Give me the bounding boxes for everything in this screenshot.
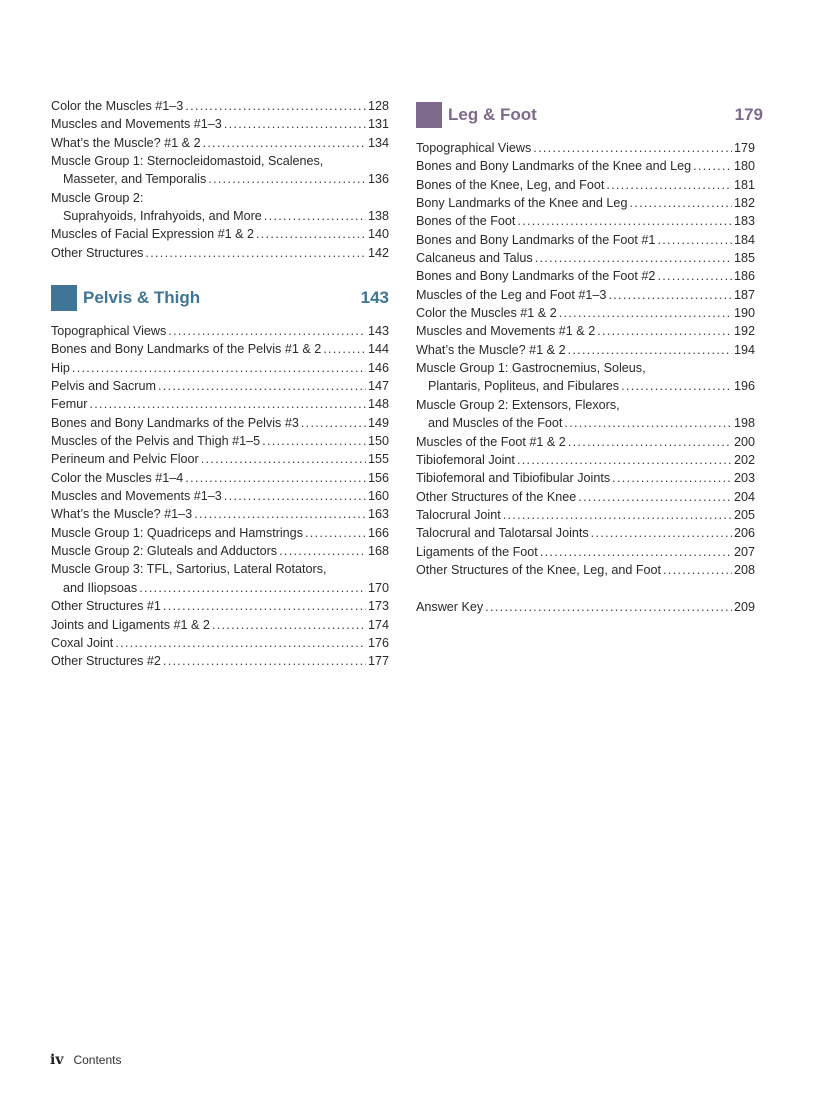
toc-entry[interactable] [51,414,389,432]
leader-dots [305,524,366,542]
toc-entry[interactable] [51,469,389,487]
toc-entry-title: Muscle Group 2: Gluteals and Adductors [51,544,278,559]
toc-entry[interactable] [416,176,755,194]
leader-dots [224,115,366,133]
toc-entry-page: 203 [733,471,755,486]
leader-dots [201,450,366,468]
leader-dots [612,469,732,487]
toc-entry-title: Other Structures #2 [51,654,161,669]
leader-dots [568,433,732,451]
toc-entry[interactable] [51,524,389,542]
toc-entry-title: Pelvis and Sacrum [51,379,156,394]
toc-entry-page: 200 [733,434,755,449]
leader-dots [115,634,366,652]
leader-dots [591,524,732,542]
toc-entry-title: Talocrural and Talotarsal Joints [416,526,589,541]
section-page-number: 179 [734,105,763,124]
toc-entry-page: 136 [367,172,389,187]
leader-dots [608,286,732,304]
toc-entry-title: Muscle Group 2: Extensors, Flexors, [416,397,620,412]
toc-entry-page: 166 [367,525,389,540]
toc-entry-page: 173 [367,599,389,614]
leader-dots [262,432,366,450]
toc-entry-title: Muscles of the Foot #1 & 2 [416,434,566,449]
toc-entry-page: 207 [733,544,755,559]
toc-entry-page: 131 [367,117,389,132]
toc-entry-title: Muscles and Movements #1 & 2 [416,324,596,339]
toc-entry-title: Plantaris, Popliteus, and Fibulares [428,379,620,394]
leader-dots [621,377,732,395]
toc-entry-page: 138 [367,209,389,224]
toc-entry-page: 196 [733,379,755,394]
toc-entry[interactable] [416,231,755,249]
toc-list-answer-key [416,598,755,616]
leader-dots [606,176,732,194]
leader-dots [139,579,366,597]
toc-entry-title: Perineum and Pelvic Floor [51,452,199,467]
toc-entry-title: What’s the Muscle? #1 & 2 [51,135,201,150]
toc-entry-title: Other Structures #1 [51,599,161,614]
leader-dots [663,561,732,579]
toc-entry-title: Femur [51,397,88,412]
toc-entry-title: Joints and Ligaments #1 & 2 [51,617,210,632]
leader-dots [194,505,366,523]
toc-entry-title: Talocrural Joint [416,507,501,522]
toc-entry-page: 168 [367,544,389,559]
toc-entry-page: 180 [733,159,755,174]
toc-entry-page: 190 [733,306,755,321]
toc-entry-page: 163 [367,507,389,522]
toc-entry[interactable] [51,377,389,395]
toc-entry-page: 134 [367,135,389,150]
toc-entry-page: 187 [733,287,755,302]
toc-entry-title: and Iliopsoas [63,580,138,595]
toc-entry[interactable] [51,505,389,523]
toc-entry[interactable] [416,377,755,395]
toc-entry-title: Muscle Group 1: Quadriceps and Hamstrings [51,525,303,540]
toc-entry-page: 142 [367,245,389,260]
leader-dots [168,322,366,340]
toc-entry[interactable] [51,189,389,207]
section-page-number: 143 [360,288,389,307]
footer-page-numeral: iv [50,1052,64,1068]
leader-dots [533,139,732,157]
toc-entry[interactable] [51,152,389,170]
leader-dots [89,395,366,413]
toc-entry-page: 192 [733,324,755,339]
toc-entry-page: 184 [733,232,755,247]
toc-entry[interactable] [51,170,389,188]
leader-dots [503,506,732,524]
toc-entry-title: Suprahyoids, Infrahyoids, and More [63,209,262,224]
page-footer [50,1052,121,1068]
toc-entry[interactable] [416,396,755,414]
toc-entry-page: 194 [733,342,755,357]
section-color-swatch [416,102,442,128]
toc-entry[interactable] [416,322,755,340]
toc-entry[interactable] [51,115,389,133]
leader-dots [208,170,366,188]
toc-entry-title: Hip [51,360,70,375]
toc-entry-page: 143 [367,324,389,338]
leader-dots [578,488,732,506]
toc-entry-title: and Muscles of the Foot [428,416,563,431]
leader-dots [145,244,366,262]
toc-entry-title: Bones of the Knee, Leg, and Foot [416,177,605,192]
toc-entry-title: Muscle Group 2: [51,190,144,205]
leader-dots [72,359,366,377]
leader-dots [301,414,366,432]
toc-entry-title: Bones of the Foot [416,214,516,229]
toc-entry[interactable] [416,451,755,469]
toc-list-pelvis-thigh [51,322,389,671]
toc-entry[interactable] [416,433,755,451]
toc-entry[interactable] [51,487,389,505]
toc-entry[interactable] [416,469,755,487]
leader-dots [163,597,366,615]
leader-dots [517,451,732,469]
leader-dots [158,377,366,395]
toc-entry[interactable] [416,139,755,157]
toc-entry[interactable] [416,267,755,285]
toc-entry[interactable] [51,322,389,340]
leader-dots [559,304,732,322]
toc-entry-page: 182 [733,196,755,211]
toc-entry[interactable] [51,579,389,597]
toc-entry-page: 146 [367,360,389,375]
leader-dots [535,249,732,267]
toc-entry-title: Answer Key [416,600,484,614]
toc-entry-title: Other Structures of the Knee [416,489,577,504]
toc-entry-page: 202 [733,452,755,467]
leader-dots [279,542,366,560]
leader-dots [540,543,732,561]
toc-entry-page: 155 [367,452,389,467]
leader-dots [657,231,732,249]
toc-entry-title: Muscles of the Pelvis and Thigh #1–5 [51,434,261,449]
toc-entry-title: Other Structures of the Knee, Leg, and Foot [416,562,662,577]
section-heading-leg-foot[interactable] [416,102,763,128]
toc-entry[interactable] [416,249,755,267]
toc-entry-title: Color the Muscles #1–4 [51,470,184,485]
toc-entry-page: 144 [367,342,389,357]
toc-entry-page: 170 [367,580,389,595]
toc-entry-page: 148 [367,397,389,412]
toc-entry-title: Color the Muscles #1–3 [51,99,184,113]
toc-entry-title: Bones and Bony Landmarks of the Pelvis #3 [51,415,299,430]
toc-entry-title: Masseter, and Temporalis [63,172,207,187]
section-color-swatch [51,285,77,311]
toc-entry[interactable] [416,524,755,542]
toc-entry-page: 156 [367,470,389,485]
leader-dots [203,134,366,152]
toc-entry-page: 181 [733,177,755,192]
toc-entry-page: 209 [733,600,755,614]
leader-dots [485,598,732,616]
toc-entry-page: 160 [367,489,389,504]
toc-entry[interactable] [416,286,755,304]
toc-entry[interactable] [416,359,755,377]
toc-entry-page: 176 [367,635,389,650]
toc-entry-title: Bones and Bony Landmarks of the Pelvis #1 & 2 [51,342,322,357]
toc-entry-page: 149 [367,415,389,430]
leader-dots [212,616,366,634]
toc-entry[interactable] [416,414,755,432]
toc-entry[interactable] [51,634,389,652]
toc-entry-title: Tibiofemoral and Tibiofibular Joints [416,471,611,486]
toc-list-head-neck-continued [51,97,389,262]
toc-entry-page: 147 [367,379,389,394]
leader-dots [564,414,732,432]
toc-entry[interactable] [51,395,389,413]
toc-entry[interactable] [51,340,389,358]
toc-entry-page: 177 [367,654,389,669]
toc-entry[interactable] [51,97,389,115]
toc-entry[interactable] [416,488,755,506]
toc-entry-title: Muscle Group 3: TFL, Sartorius, Lateral Rotators, [51,562,327,577]
toc-entry-page: 208 [733,562,755,577]
toc-entry-title: Coxal Joint [51,635,114,650]
toc-entry-page: 205 [733,507,755,522]
leader-dots [629,194,732,212]
toc-entry[interactable] [416,304,755,322]
toc-entry-title: Tibiofemoral Joint [416,452,515,467]
section-title: Leg & Foot [448,105,537,124]
toc-entry[interactable] [51,207,389,225]
toc-entry[interactable] [51,542,389,560]
toc-entry-title: Calcaneus and Talus [416,251,533,266]
leader-dots [264,207,366,225]
toc-entry-title: Topographical Views [416,141,532,155]
leader-dots [568,341,732,359]
toc-entry[interactable] [51,652,389,670]
toc-entry[interactable] [416,157,755,175]
toc-entry[interactable] [51,359,389,377]
leader-dots [163,652,366,670]
toc-entry-title: Bony Landmarks of the Knee and Leg [416,196,628,211]
footer-section-label: Contents [73,1053,122,1067]
toc-entry-title: Muscle Group 1: Gastrocnemius, Soleus, [416,361,646,376]
toc-entry-title: Bones and Bony Landmarks of the Foot #1 [416,232,656,247]
toc-entry[interactable] [51,432,389,450]
leader-dots [185,97,366,115]
toc-list-leg-foot [416,139,755,579]
toc-entry-title: Ligaments of the Foot [416,544,538,559]
leader-dots [224,487,366,505]
toc-entry-page: 186 [733,269,755,284]
toc-entry[interactable] [51,616,389,634]
toc-entry-title: Bones and Bony Landmarks of the Foot #2 [416,269,656,284]
toc-entry-title: Muscles of the Leg and Foot #1–3 [416,287,607,302]
toc-entry[interactable] [416,561,755,579]
leader-dots [693,157,732,175]
toc-entry-page: 140 [367,227,389,242]
toc-entry-title: What’s the Muscle? #1 & 2 [416,342,566,357]
toc-entry-page: 198 [733,416,755,431]
leader-dots [323,340,366,358]
toc-entry[interactable] [416,506,755,524]
toc-entry[interactable] [51,225,389,243]
toc-entry-answer-key[interactable] [416,598,755,616]
toc-entry-page: 174 [367,617,389,632]
leader-dots [256,225,366,243]
toc-entry[interactable] [416,341,755,359]
toc-entry-title: Muscle Group 1: Sternocleidomastoid, Scalenes, [51,154,324,169]
toc-entry[interactable] [51,134,389,152]
toc-entry[interactable] [416,212,755,230]
toc-entry[interactable] [416,194,755,212]
toc-entry-title: Muscles of Facial Expression #1 & 2 [51,227,254,242]
toc-entry[interactable] [51,560,389,578]
leader-dots [657,267,732,285]
toc-entry-page: 204 [733,489,755,504]
toc-entry-title: What’s the Muscle? #1–3 [51,507,193,522]
toc-entry-title: Topographical Views [51,324,167,338]
toc-entry-title: Other Structures [51,245,144,260]
toc-entry[interactable] [51,244,389,262]
leader-dots [517,212,732,230]
toc-entry-title: Muscles and Movements #1–3 [51,489,222,504]
section-title: Pelvis & Thigh [83,288,201,307]
toc-entry-title: Color the Muscles #1 & 2 [416,306,557,321]
toc-entry-page: 128 [367,99,389,113]
toc-entry[interactable] [51,450,389,468]
leader-dots [597,322,732,340]
toc-entry-page: 185 [733,251,755,266]
toc-entry[interactable] [416,543,755,561]
toc-entry-page: 150 [367,434,389,449]
toc-entry-page: 206 [733,526,755,541]
toc-entry-title: Muscles and Movements #1–3 [51,117,222,132]
toc-entry-page: 183 [733,214,755,229]
toc-entry[interactable] [51,597,389,615]
leader-dots [185,469,366,487]
section-heading-pelvis-thigh[interactable] [51,285,389,311]
toc-entry-title: Bones and Bony Landmarks of the Knee and Leg [416,159,692,174]
toc-entry-page: 179 [733,141,755,155]
